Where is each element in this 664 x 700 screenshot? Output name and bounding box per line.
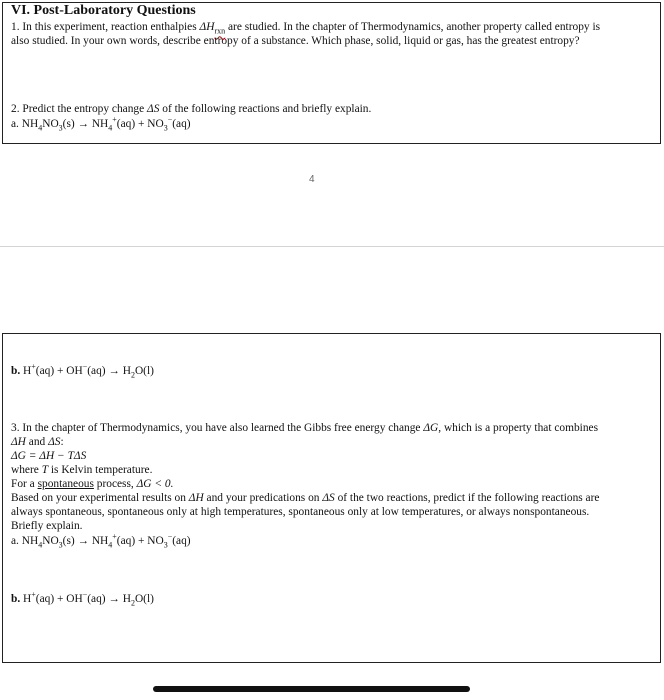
question-3-options: always spontaneous, spontaneous only at high temperatures, spontaneous only at low temperatures, or always nonspontaneous. [11, 506, 590, 518]
q1-text-b: are studied. In the chapter of Thermodynamics, another property called entropy is [225, 21, 601, 33]
reaction-a-page1: a. $NH_4NO_3(s) \to NH_4^+(aq) + NO_3^-(aq)$ [11, 115, 191, 133]
reaction-b-page2-bottom: b. $H^+(aq) + OH^-(aq) \to H_2O(l)$ [11, 590, 154, 608]
question-3-based: Based on your experimental results on ΔH and your predications on ΔS of the two reactions, predict if the following reactions are [11, 492, 600, 504]
arrow-icon: → [108, 593, 120, 605]
gibbs-equation: ΔG = ΔH − TΔS [11, 450, 87, 462]
delta-g-symbol: ΔG [423, 422, 439, 434]
post-lab-questions-box-2 [2, 333, 661, 663]
reaction-b-label: b. [11, 365, 21, 377]
arrow-icon: → [77, 118, 89, 130]
rxn-subscript: rxn [214, 26, 226, 36]
question-2 [11, 102, 371, 116]
question-3-line-1: 3. In the chapter of Thermodynamics, you have also learned the Gibbs free energy change ΔG, which is a property that combines [11, 422, 599, 434]
delta-h-symbol: ΔH [199, 21, 215, 33]
section-heading: VI. Post-Laboratory Questions [11, 3, 196, 18]
arrow-icon: → [77, 535, 89, 547]
q1-text-a: 1. In this experiment, reaction enthalpies [11, 21, 200, 33]
q2-text-b: of the following reactions and briefly explain. [159, 103, 372, 115]
page-divider [0, 246, 664, 247]
question-3-where: where T is Kelvin temperature. [11, 464, 153, 476]
home-indicator-bar[interactable] [153, 686, 470, 692]
arrow-icon: → [108, 365, 120, 377]
delta-s-symbol: ΔS [147, 103, 160, 115]
question-3-spontaneous: For a spontaneous process, ΔG < 0. [11, 478, 174, 490]
question-1-line-1 [11, 20, 600, 34]
reaction-a-page2: a. $NH_4NO_3(s) \to NH_4^+(aq) + NO_3^-(aq)$ [11, 532, 191, 550]
reaction-b-page2-top: b. $H^+(aq) + OH^-(aq) \to H_2O(l)$ [11, 362, 154, 380]
question-1-line-2: also studied. In your own words, describe entropy of a substance. Which phase, solid, liquid or gas, has the greatest entropy? [11, 35, 580, 47]
reaction-a-label: a. [11, 118, 19, 130]
page-number: 4 [309, 174, 315, 185]
question-3-briefly: Briefly explain. [11, 520, 83, 532]
post-lab-questions-box-1 [2, 2, 661, 144]
question-3-line-2: ΔH and ΔS: [11, 436, 64, 448]
q2-text-a: 2. Predict the entropy change [11, 103, 148, 115]
